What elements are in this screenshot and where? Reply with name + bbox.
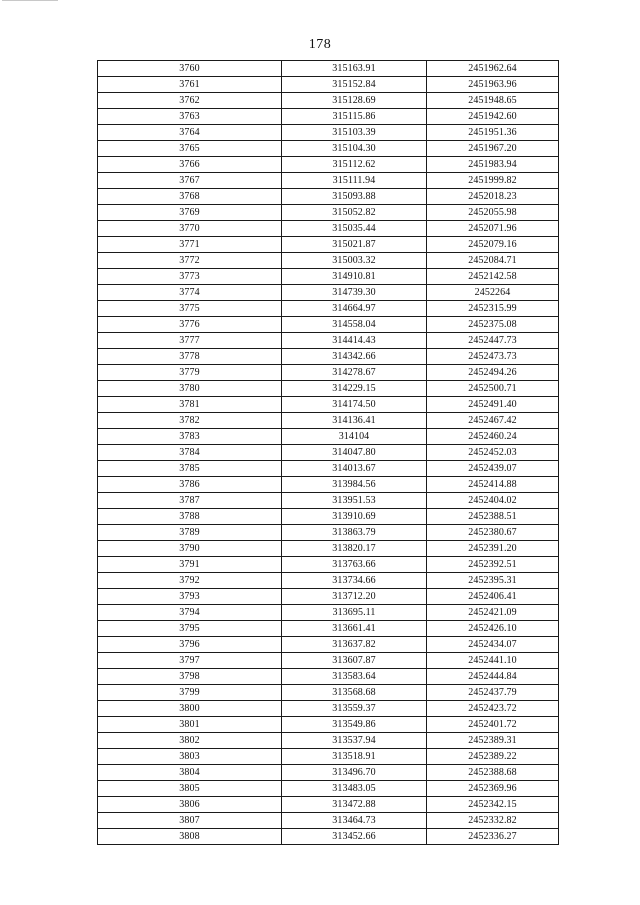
x-coordinate-cell: 313984.56	[282, 477, 427, 493]
table-row	[98, 477, 559, 493]
x-coordinate-cell: 315104.30	[282, 141, 427, 157]
x-coordinate-cell: 315103.39	[282, 125, 427, 141]
y-coordinate-cell: 2452401.72	[427, 717, 559, 733]
x-coordinate-cell: 313472.88	[282, 797, 427, 813]
point-number-cell: 3802	[98, 733, 282, 749]
point-number-cell: 3794	[98, 605, 282, 621]
x-coordinate-cell: 314739.30	[282, 285, 427, 301]
point-number-cell: 3796	[98, 637, 282, 653]
point-number-cell: 3807	[98, 813, 282, 829]
y-coordinate-cell: 2452441.10	[427, 653, 559, 669]
y-coordinate-cell: 2451948.65	[427, 93, 559, 109]
x-coordinate-cell: 315035.44	[282, 221, 427, 237]
table-row	[98, 509, 559, 525]
point-number-cell: 3788	[98, 509, 282, 525]
table-row	[98, 109, 559, 125]
y-coordinate-cell: 2452375.08	[427, 317, 559, 333]
y-coordinate-cell: 2452342.15	[427, 797, 559, 813]
y-coordinate-cell: 2452388.51	[427, 509, 559, 525]
point-number-cell: 3761	[98, 77, 282, 93]
point-number-cell: 3763	[98, 109, 282, 125]
y-coordinate-cell: 2451951.36	[427, 125, 559, 141]
x-coordinate-cell: 313763.66	[282, 557, 427, 573]
point-number-cell: 3805	[98, 781, 282, 797]
x-coordinate-cell: 313483.05	[282, 781, 427, 797]
y-coordinate-cell: 2452444.84	[427, 669, 559, 685]
x-coordinate-cell: 313583.64	[282, 669, 427, 685]
point-number-cell: 3760	[98, 61, 282, 77]
x-coordinate-cell: 313695.11	[282, 605, 427, 621]
y-coordinate-cell: 2451962.64	[427, 61, 559, 77]
y-coordinate-cell: 2452414.88	[427, 477, 559, 493]
x-coordinate-cell: 313734.66	[282, 573, 427, 589]
y-coordinate-cell: 2452018.23	[427, 189, 559, 205]
table-row	[98, 733, 559, 749]
point-number-cell: 3797	[98, 653, 282, 669]
table-row	[98, 685, 559, 701]
point-number-cell: 3793	[98, 589, 282, 605]
x-coordinate-cell: 313863.79	[282, 525, 427, 541]
point-number-cell: 3770	[98, 221, 282, 237]
table-row	[98, 797, 559, 813]
y-coordinate-cell: 2452404.02	[427, 493, 559, 509]
y-coordinate-cell: 2452071.96	[427, 221, 559, 237]
page-number: 178	[308, 37, 332, 52]
y-coordinate-cell: 2452079.16	[427, 237, 559, 253]
y-coordinate-cell: 2452421.09	[427, 605, 559, 621]
y-coordinate-cell: 2452264	[427, 285, 559, 301]
x-coordinate-cell: 314910.81	[282, 269, 427, 285]
point-number-cell: 3779	[98, 365, 282, 381]
x-coordinate-cell: 313549.86	[282, 717, 427, 733]
table-row	[98, 829, 559, 845]
point-number-cell: 3775	[98, 301, 282, 317]
y-coordinate-cell: 2452336.27	[427, 829, 559, 845]
y-coordinate-cell: 2452055.98	[427, 205, 559, 221]
table-row	[98, 221, 559, 237]
x-coordinate-cell: 315003.32	[282, 253, 427, 269]
x-coordinate-cell: 314229.15	[282, 381, 427, 397]
table-row	[98, 381, 559, 397]
table-row	[98, 205, 559, 221]
point-number-cell: 3776	[98, 317, 282, 333]
table-row	[98, 557, 559, 573]
point-number-cell: 3768	[98, 189, 282, 205]
point-number-cell: 3789	[98, 525, 282, 541]
x-coordinate-cell: 315128.69	[282, 93, 427, 109]
point-number-cell: 3792	[98, 573, 282, 589]
point-number-cell: 3777	[98, 333, 282, 349]
y-coordinate-cell: 2452500.71	[427, 381, 559, 397]
y-coordinate-cell: 2452434.07	[427, 637, 559, 653]
y-coordinate-cell: 2452315.99	[427, 301, 559, 317]
point-number-cell: 3799	[98, 685, 282, 701]
y-coordinate-cell: 2452388.68	[427, 765, 559, 781]
y-coordinate-cell: 2451967.20	[427, 141, 559, 157]
scan-edge-line	[2, 0, 58, 1]
table-row	[98, 813, 559, 829]
point-number-cell: 3795	[98, 621, 282, 637]
x-coordinate-cell: 313559.37	[282, 701, 427, 717]
point-number-cell: 3808	[98, 829, 282, 845]
point-number-cell: 3784	[98, 445, 282, 461]
point-number-cell: 3778	[98, 349, 282, 365]
x-coordinate-cell: 314278.67	[282, 365, 427, 381]
table-row	[98, 765, 559, 781]
y-coordinate-cell: 2452452.03	[427, 445, 559, 461]
x-coordinate-cell: 314342.66	[282, 349, 427, 365]
x-coordinate-cell: 313637.82	[282, 637, 427, 653]
y-coordinate-cell: 2452426.10	[427, 621, 559, 637]
x-coordinate-cell: 314104	[282, 429, 427, 445]
table-row	[98, 637, 559, 653]
table-row	[98, 269, 559, 285]
table-row	[98, 749, 559, 765]
y-coordinate-cell: 2452406.41	[427, 589, 559, 605]
y-coordinate-cell: 2452491.40	[427, 397, 559, 413]
point-number-cell: 3769	[98, 205, 282, 221]
x-coordinate-cell: 314013.67	[282, 461, 427, 477]
table-row	[98, 701, 559, 717]
table-row	[98, 61, 559, 77]
y-coordinate-cell: 2452467.42	[427, 413, 559, 429]
y-coordinate-cell: 2451999.82	[427, 173, 559, 189]
table-row	[98, 461, 559, 477]
y-coordinate-cell: 2452392.51	[427, 557, 559, 573]
table-row	[98, 653, 559, 669]
table-row	[98, 397, 559, 413]
table-row	[98, 77, 559, 93]
table-row	[98, 237, 559, 253]
y-coordinate-cell: 2452447.73	[427, 333, 559, 349]
point-number-cell: 3781	[98, 397, 282, 413]
x-coordinate-cell: 314664.97	[282, 301, 427, 317]
table-row	[98, 157, 559, 173]
table-row	[98, 285, 559, 301]
y-coordinate-cell: 2452391.20	[427, 541, 559, 557]
point-number-cell: 3785	[98, 461, 282, 477]
table-row	[98, 93, 559, 109]
y-coordinate-cell: 2452423.72	[427, 701, 559, 717]
table-row	[98, 189, 559, 205]
x-coordinate-cell: 315115.86	[282, 109, 427, 125]
table-row	[98, 253, 559, 269]
x-coordinate-cell: 314136.41	[282, 413, 427, 429]
table-row	[98, 173, 559, 189]
y-coordinate-cell: 2452142.58	[427, 269, 559, 285]
table-row	[98, 573, 559, 589]
table-row	[98, 141, 559, 157]
y-coordinate-cell: 2452389.31	[427, 733, 559, 749]
x-coordinate-cell: 315093.88	[282, 189, 427, 205]
x-coordinate-cell: 313951.53	[282, 493, 427, 509]
x-coordinate-cell: 313452.66	[282, 829, 427, 845]
y-coordinate-cell: 2452369.96	[427, 781, 559, 797]
point-number-cell: 3771	[98, 237, 282, 253]
table-row	[98, 333, 559, 349]
table-row	[98, 429, 559, 445]
y-coordinate-cell: 2452332.82	[427, 813, 559, 829]
point-number-cell: 3765	[98, 141, 282, 157]
coordinate-table-body	[98, 61, 559, 845]
point-number-cell: 3772	[98, 253, 282, 269]
x-coordinate-cell: 313464.73	[282, 813, 427, 829]
x-coordinate-cell: 315163.91	[282, 61, 427, 77]
table-row	[98, 589, 559, 605]
point-number-cell: 3803	[98, 749, 282, 765]
point-number-cell: 3773	[98, 269, 282, 285]
y-coordinate-cell: 2452473.73	[427, 349, 559, 365]
y-coordinate-cell: 2452380.67	[427, 525, 559, 541]
y-coordinate-cell: 2452389.22	[427, 749, 559, 765]
point-number-cell: 3787	[98, 493, 282, 509]
table-row	[98, 365, 559, 381]
point-number-cell: 3791	[98, 557, 282, 573]
point-number-cell: 3774	[98, 285, 282, 301]
point-number-cell: 3798	[98, 669, 282, 685]
point-number-cell: 3762	[98, 93, 282, 109]
x-coordinate-cell: 315021.87	[282, 237, 427, 253]
point-number-cell: 3800	[98, 701, 282, 717]
coordinate-table	[97, 60, 559, 845]
y-coordinate-cell: 2452439.07	[427, 461, 559, 477]
x-coordinate-cell: 315152.84	[282, 77, 427, 93]
x-coordinate-cell: 313496.70	[282, 765, 427, 781]
table-row	[98, 781, 559, 797]
x-coordinate-cell: 313661.41	[282, 621, 427, 637]
x-coordinate-cell: 315111.94	[282, 173, 427, 189]
table-row	[98, 605, 559, 621]
x-coordinate-cell: 314558.04	[282, 317, 427, 333]
y-coordinate-cell: 2451942.60	[427, 109, 559, 125]
x-coordinate-cell: 313607.87	[282, 653, 427, 669]
x-coordinate-cell: 315052.82	[282, 205, 427, 221]
table-row	[98, 493, 559, 509]
y-coordinate-cell: 2452084.71	[427, 253, 559, 269]
x-coordinate-cell: 314047.80	[282, 445, 427, 461]
table-row	[98, 413, 559, 429]
x-coordinate-cell: 313518.91	[282, 749, 427, 765]
point-number-cell: 3790	[98, 541, 282, 557]
x-coordinate-cell: 314414.43	[282, 333, 427, 349]
x-coordinate-cell: 313537.94	[282, 733, 427, 749]
point-number-cell: 3767	[98, 173, 282, 189]
table-row	[98, 717, 559, 733]
point-number-cell: 3780	[98, 381, 282, 397]
table-row	[98, 301, 559, 317]
x-coordinate-cell: 313910.69	[282, 509, 427, 525]
table-row	[98, 525, 559, 541]
point-number-cell: 3783	[98, 429, 282, 445]
y-coordinate-cell: 2452460.24	[427, 429, 559, 445]
y-coordinate-cell: 2452395.31	[427, 573, 559, 589]
point-number-cell: 3801	[98, 717, 282, 733]
x-coordinate-cell: 313820.17	[282, 541, 427, 557]
table-row	[98, 349, 559, 365]
y-coordinate-cell: 2452437.79	[427, 685, 559, 701]
x-coordinate-cell: 315112.62	[282, 157, 427, 173]
y-coordinate-cell: 2451963.96	[427, 77, 559, 93]
x-coordinate-cell: 313712.20	[282, 589, 427, 605]
table-row	[98, 317, 559, 333]
x-coordinate-cell: 314174.50	[282, 397, 427, 413]
y-coordinate-cell: 2452494.26	[427, 365, 559, 381]
point-number-cell: 3764	[98, 125, 282, 141]
point-number-cell: 3786	[98, 477, 282, 493]
table-row	[98, 445, 559, 461]
point-number-cell: 3806	[98, 797, 282, 813]
y-coordinate-cell: 2451983.94	[427, 157, 559, 173]
point-number-cell: 3804	[98, 765, 282, 781]
table-row	[98, 125, 559, 141]
table-row	[98, 621, 559, 637]
table-row	[98, 669, 559, 685]
point-number-cell: 3766	[98, 157, 282, 173]
x-coordinate-cell: 313568.68	[282, 685, 427, 701]
point-number-cell: 3782	[98, 413, 282, 429]
table-row	[98, 541, 559, 557]
